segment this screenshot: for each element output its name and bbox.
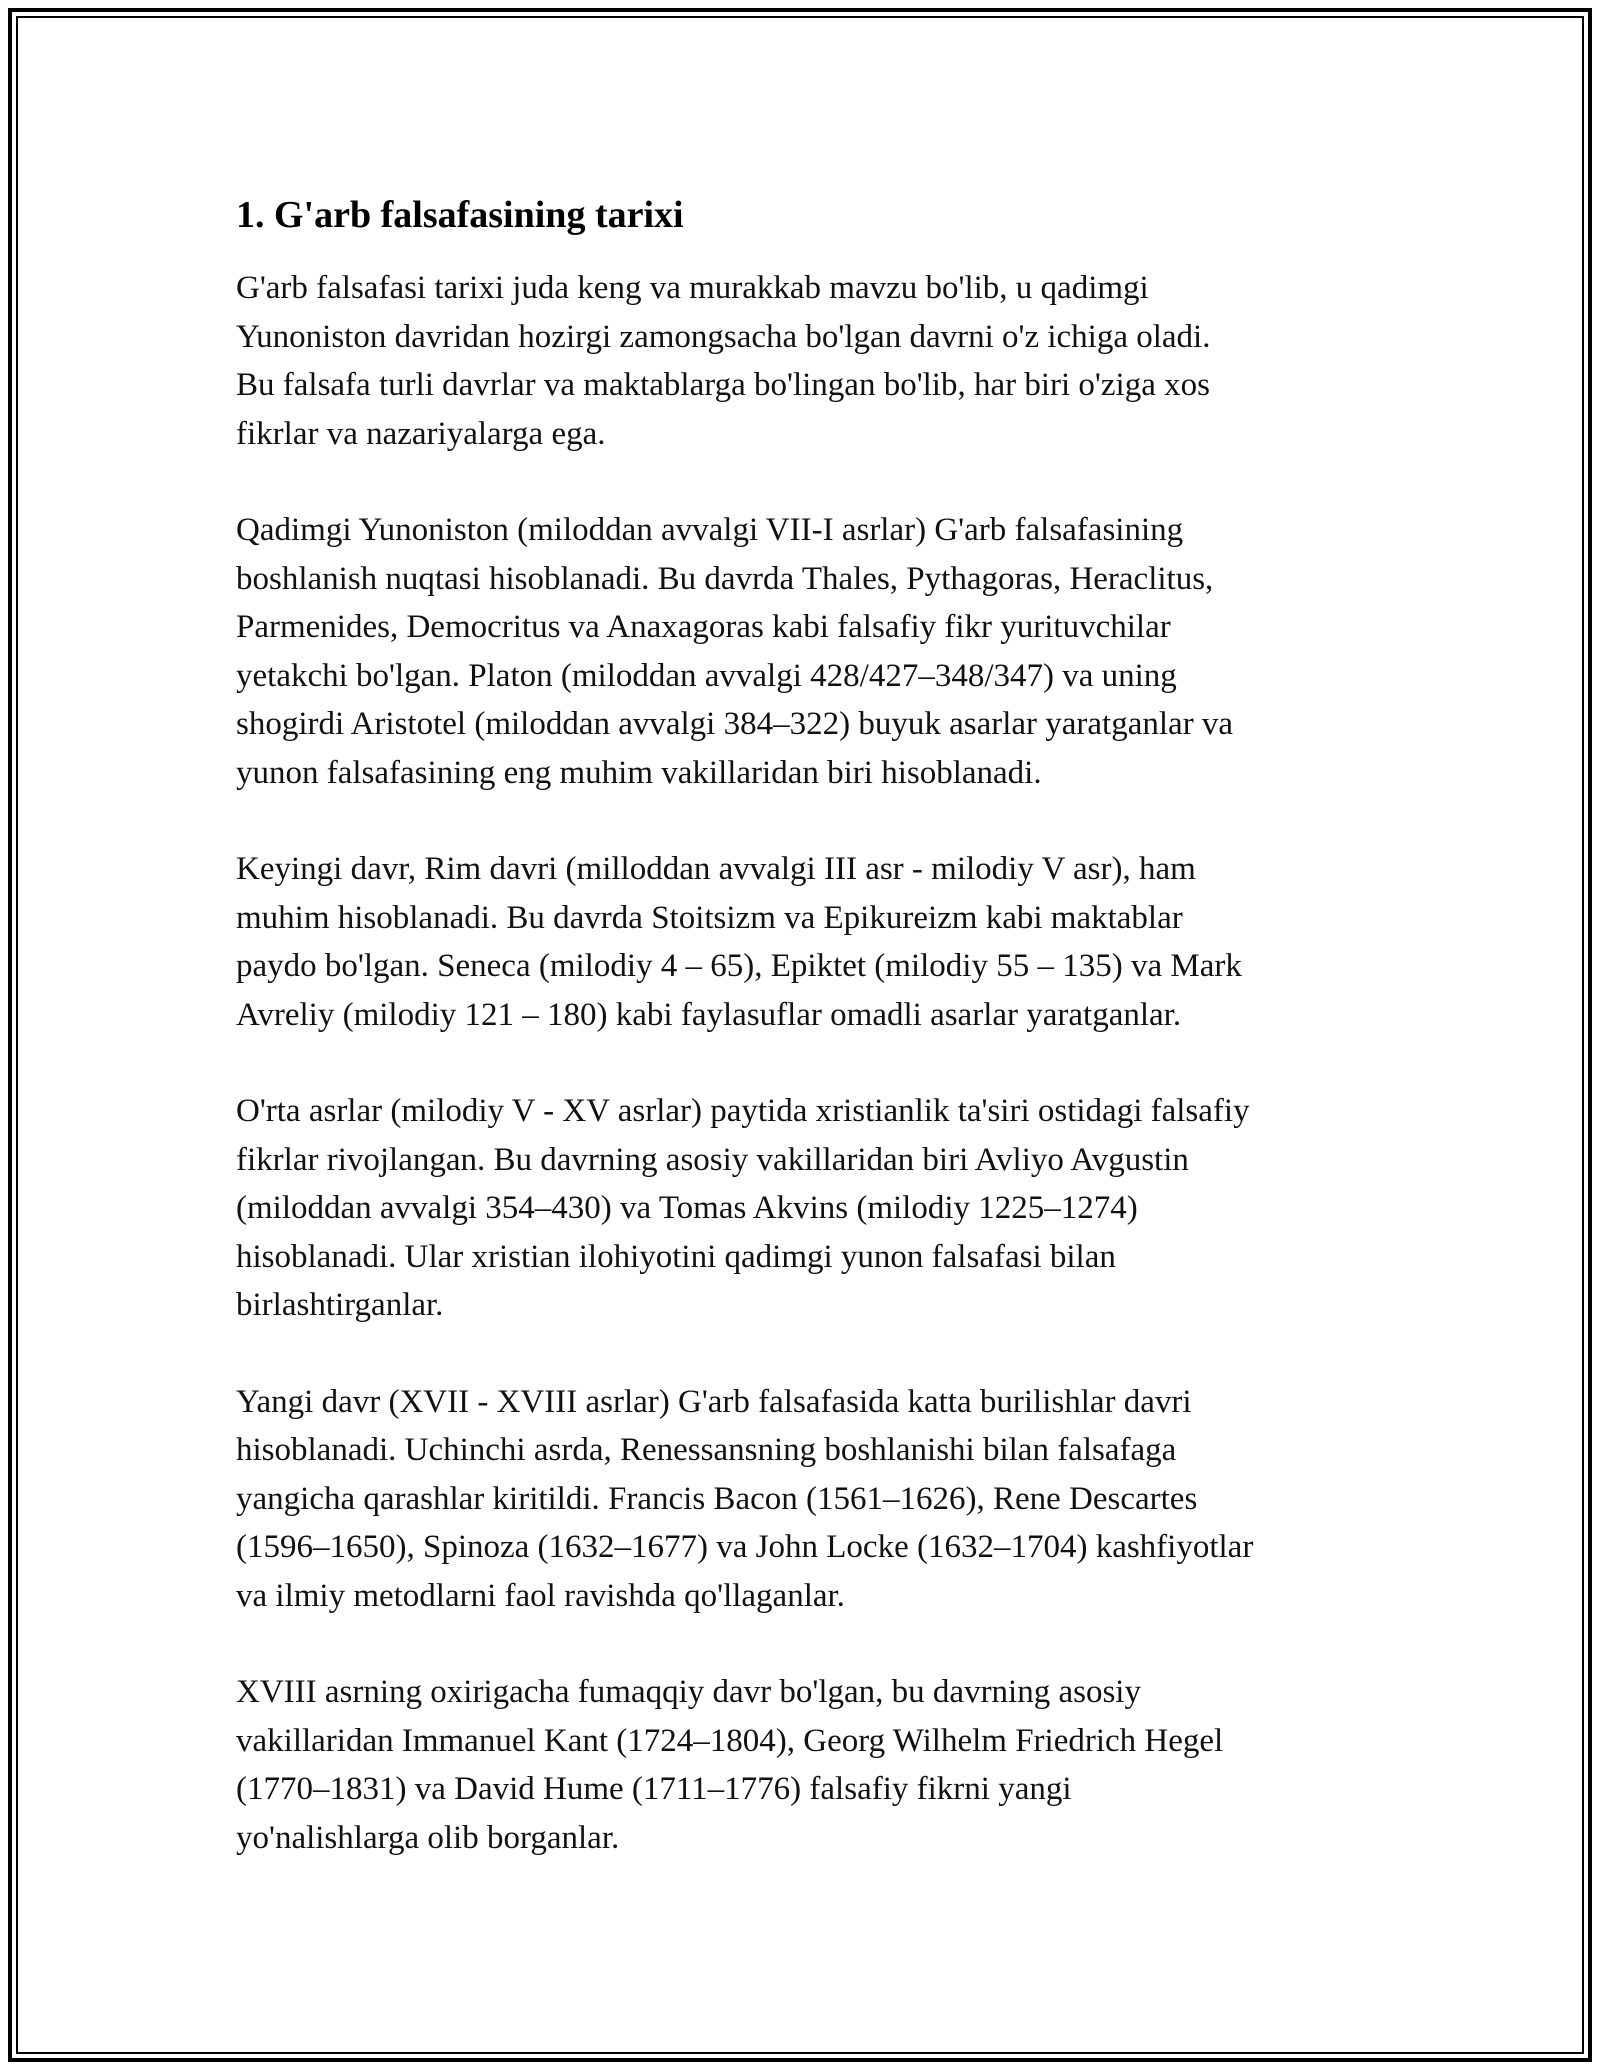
paragraph-eighteenth-century: XVIII asrning oxirigacha fumaqqiy davr bo'lgan, bu davrning asosiy vakillaridan Immanuel Kant (1724–1804), Georg Wilhelm Friedrich Hegel (1770–1831) va David Hume (1711–1776) falsafiy fikrni yangi yo'nalishlarga olib borganlar. bbox=[236, 1674, 1224, 1856]
paragraph-roman-period: Keyingi davr, Rim davri (milloddan avvalgi III asr - milodiy V asr), ham muhim hisoblanadi. Bu davrda Stoitsizm va Epikureizm kabi maktablar paydo bo'lgan. Seneca (milodiy 4 – 65), Epiktet (milodiy 55 – 135) va Mark Avreliy (milodiy 121 – 180) kabi faylasuflar omadli asarlar yaratganlar. bbox=[236, 851, 1242, 1033]
section-heading: 1. G'arb falsafasining tarixi bbox=[236, 194, 684, 236]
document-body bbox=[236, 180, 1376, 1910]
paragraph-ancient-greece: Qadimgi Yunoniston (miloddan avvalgi VII-I asrlar) G'arb falsafasining boshlanish nuqtasi hisoblanadi. Bu davrda Thales, Pythagoras, Heraclitus, Parmenides, Democritus va Anaxagoras kabi falsafiy fikr yurituvchilar yetakchi bo'lgan. Platon (miloddan avvalgi 428/427–348/347) va uning shogirdi Aristotel (miloddan avvalgi 384–322) buyuk asarlar yaratganlar va yunon falsafasining eng muhim vakillaridan biri hisoblanadi. bbox=[236, 512, 1234, 791]
paragraph-middle-ages: O'rta asrlar (milodiy V - XV asrlar) paytida xristianlik ta'siri ostidagi falsafiy fikrlar rivojlangan. Bu davrning asosiy vakillaridan biri Avliyo Avgustin (miloddan avvalgi 354–430) va Tomas Akvins (milodiy 1225–1274) hisoblanadi. Ular xristian ilohiyotini qadimgi yunon falsafasi bilan birlashtirganlar. bbox=[236, 1093, 1250, 1323]
paragraph-modern-period: Yangi davr (XVII - XVIII asrlar) G'arb falsafasida katta burilishlar davri hisoblanadi. Uchinchi asrda, Renessansning boshlanishi bilan falsafaga yangicha qarashlar kiritildi. Francis Bacon (1561–1626), Rene Descartes (1596–1650), Spinoza (1632–1677) va John Locke (1632–1704) kashfiyotlar va ilmiy metodlarni faol ravishda qo'llaganlar. bbox=[236, 1383, 1254, 1614]
paragraph-intro: G'arb falsafasi tarixi juda keng va murakkab mavzu bo'lib, u qadimgi Yunoniston davridan hozirgi zamongsacha bo'lgan davrni o'z ichiga oladi. Bu falsafa turli davrlar va maktablarga bo'lingan bo'lib, har biri o'ziga xos fikrlar va nazariyalarga ega. bbox=[236, 270, 1211, 452]
